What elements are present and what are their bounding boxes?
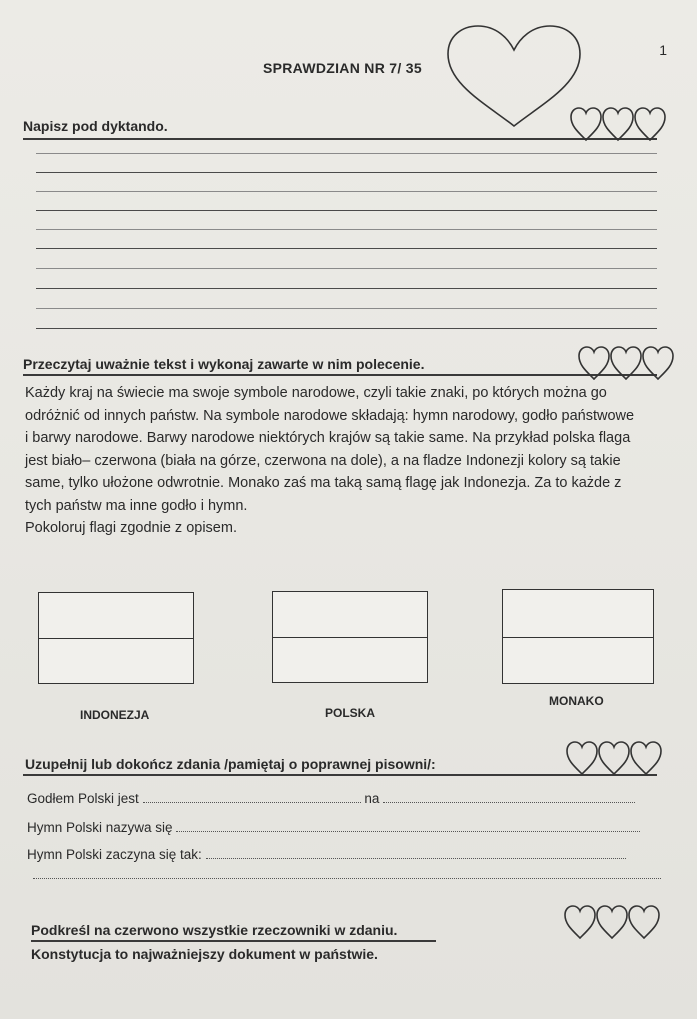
flag-divider — [39, 638, 193, 639]
section4-sentence[interactable]: Konstytucja to najważniejszy dokument w państwie. — [31, 946, 378, 962]
fill-line-label: na — [364, 791, 380, 806]
fill-line-label: Hymn Polski zaczyna się tak: — [27, 847, 202, 862]
fill-line-2 — [27, 820, 667, 835]
section2-divider — [23, 374, 657, 376]
section1-heading: Napisz pod dyktando. — [23, 118, 168, 134]
fill-line-3 — [27, 847, 667, 862]
writing-line[interactable] — [36, 172, 657, 173]
section4-divider — [31, 940, 436, 942]
section4-heading: Podkreśl na czerwono wszystkie rzeczowniki w zdaniu. — [31, 922, 398, 938]
fill-line-1 — [27, 791, 667, 806]
section1-divider — [23, 138, 657, 140]
writing-line[interactable] — [36, 288, 657, 289]
flag-monako[interactable] — [502, 589, 654, 684]
flag-divider — [273, 637, 427, 638]
writing-line[interactable] — [36, 153, 657, 154]
score-hearts-4 — [564, 904, 662, 945]
flag-indonezja[interactable] — [38, 592, 194, 684]
writing-line[interactable] — [36, 308, 657, 309]
score-hearts-3 — [566, 740, 664, 781]
writing-line[interactable] — [36, 229, 657, 230]
blank-field-full[interactable] — [33, 878, 661, 879]
reading-line: Każdy kraj na świecie ma swoje symbole narodowe, czyli takie znaki, po których można go — [25, 385, 607, 401]
writing-line[interactable] — [36, 248, 657, 249]
reading-line: i barwy narodowe. Barwy narodowe niektórych krajów są takie same. Na przykład polska flaga — [25, 430, 631, 446]
flag-label-monako: MONAKO — [549, 694, 604, 708]
reading-line: tych państw ma inne godło i hymn. — [25, 497, 248, 514]
section2-heading: Przeczytaj uważnie tekst i wykonaj zawarte w nim polecenie. — [23, 356, 425, 372]
flag-divider — [503, 637, 653, 638]
page-title: SPRAWDZIAN NR 7/ 35 — [263, 60, 422, 76]
reading-line: same, tylko ułożone odwrotnie. Monako zaś ma taką samą flagę jak Indonezja. Za to każde z — [25, 475, 622, 491]
reading-line: odróżnić od innych państw. Na symbole narodowe składają: hymn narodowy, godło państwowe — [25, 407, 635, 424]
flag-label-indonezja: INDONEZJA — [80, 708, 150, 722]
writing-line[interactable] — [36, 191, 657, 192]
large-heart-icon — [446, 24, 582, 130]
writing-line[interactable] — [36, 328, 657, 329]
page-number: 1 — [659, 42, 667, 58]
reading-text — [25, 382, 675, 540]
blank-field[interactable] — [206, 858, 626, 859]
section3-heading: Uzupełnij lub dokończ zdania /pamiętaj o poprawnej pisowni/: — [25, 756, 436, 772]
blank-field[interactable] — [383, 802, 635, 803]
fill-line-label: Godłem Polski jest — [27, 791, 139, 806]
writing-line[interactable] — [36, 268, 657, 269]
blank-field[interactable] — [143, 802, 361, 803]
section3-divider — [23, 774, 657, 776]
writing-line[interactable] — [36, 210, 657, 211]
score-hearts-1 — [570, 106, 668, 147]
fill-line-label: Hymn Polski nazywa się — [27, 820, 173, 835]
blank-field[interactable] — [176, 831, 640, 832]
flag-polska[interactable] — [272, 591, 428, 683]
score-hearts-2 — [578, 345, 676, 386]
flag-label-polska: POLSKA — [325, 706, 376, 720]
instruction-text: Pokoloruj flagi zgodnie z opisem. — [25, 520, 237, 536]
reading-line: jest biało– czerwona (biała na górze, czerwona na dole), a na fladze Indonezji kolory są takie — [25, 452, 621, 469]
